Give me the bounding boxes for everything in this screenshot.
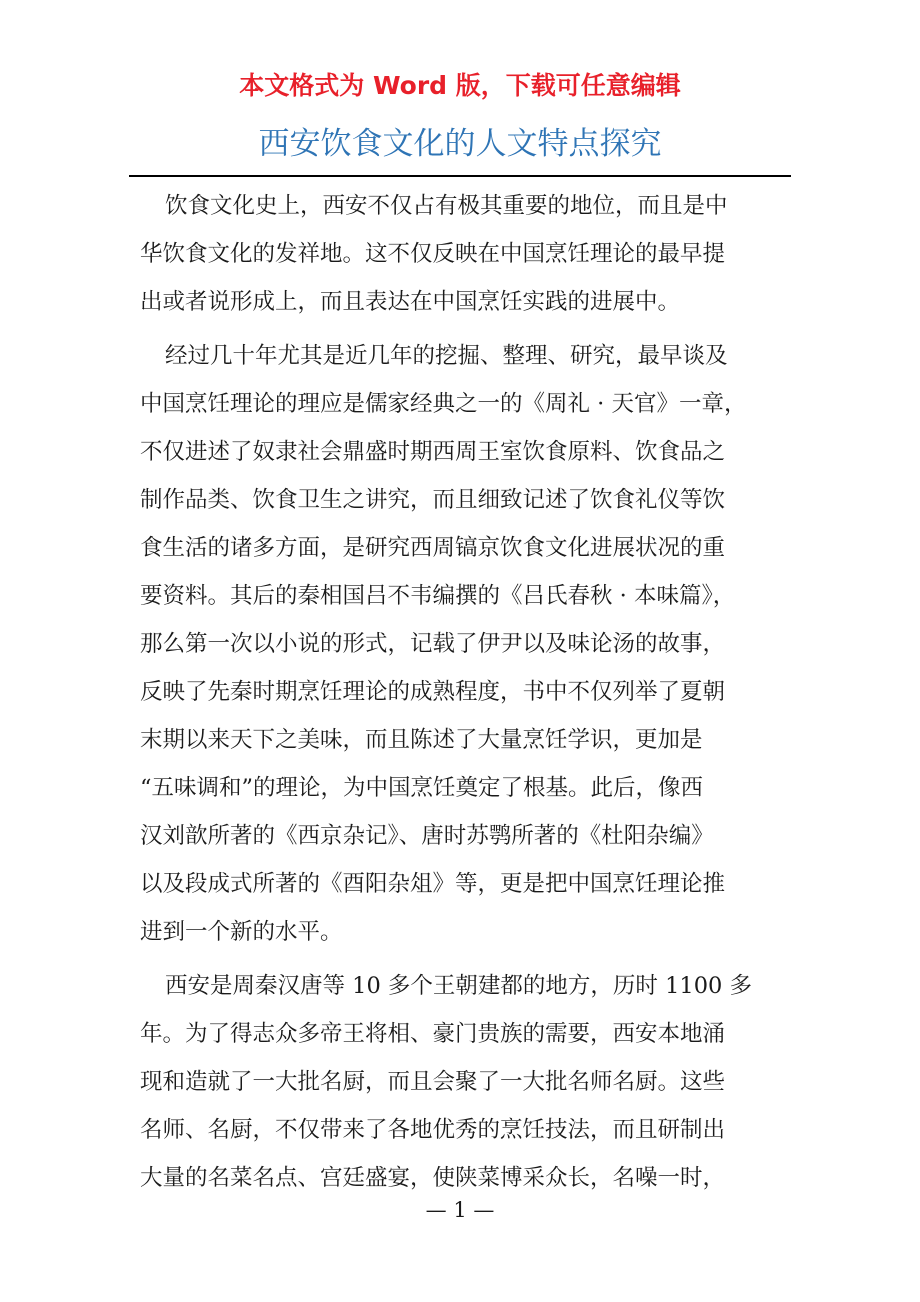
page-number: — 1 — [425, 1198, 495, 1222]
document-body [140, 182, 790, 1202]
paragraph-line: 现和造就了一大批名厨，而且会聚了一大批名师名厨。这些 [140, 1069, 726, 1095]
paragraph-line: 食生活的诸多方面，是研究西周镐京饮食文化进展状况的重 [140, 535, 726, 561]
paragraph-line: 出或者说形成上，而且表达在中国烹饪实践的进展中。 [140, 289, 681, 315]
paragraph-line: 名师、名厨，不仅带来了各地优秀的烹饪技法，而且研制出 [140, 1117, 726, 1143]
paragraph-line: 末期以来天下之美味，而且陈述了大量烹饪学识，更加是 [140, 727, 703, 753]
paragraph-line: 经过几十年尤其是近几年的挖掘、整理、研究，最早谈及 [165, 343, 728, 369]
paragraph-line: 大量的名菜名点、宫廷盛宴，使陕菜博采众长，名噪一时， [140, 1165, 726, 1191]
paragraph-line: 不仅进述了奴隶社会鼎盛时期西周王室饮食原料、饮食品之 [140, 439, 726, 465]
paragraph-line: 要资料。其后的秦相国吕不韦编撰的《吕氏春秋 · 本味篇》， [140, 583, 736, 609]
paragraph-line: 西安是周秦汉唐等 10 多个王朝建都的地方，历时 1100 多 [165, 973, 753, 999]
paragraph-line: 华饮食文化的发祥地。这不仅反映在中国烹饪理论的最早提 [140, 241, 726, 267]
paragraph-line: 制作品类、饮食卫生之讲究，而且细致记述了饮食礼仪等饮 [140, 487, 726, 513]
paragraph-line: 中国烹饪理论的理应是儒家经典之一的《周礼 · 天官》一章， [140, 391, 747, 417]
paragraph-line: 汉刘歆所著的《西京杂记》、唐时苏鹗所著的《杜阳杂编》 [140, 823, 714, 849]
editable-format-banner: 本文格式为 Word 版，下载可任意编辑 [239, 71, 681, 100]
title-divider [129, 175, 791, 177]
paragraph-line: 反映了先秦时期烹饪理论的成熟程度，书中不仅列举了夏朝 [140, 679, 726, 705]
paragraph-line: 饮食文化史上，西安不仅占有极其重要的地位，而且是中 [165, 193, 728, 219]
paragraph-line: 年。为了得志众多帝王将相、豪门贵族的需要，西安本地涌 [140, 1021, 726, 1047]
paragraph-line: 进到一个新的水平。 [140, 919, 343, 945]
paragraph-line: “五味调和”的理论，为中国烹饪奠定了根基。此后，像西 [140, 775, 704, 801]
paragraph-line: 以及段成式所著的《酉阳杂俎》等，更是把中国烹饪理论推 [140, 871, 726, 897]
document-title: 西安饮食文化的人文特点探究 [258, 126, 662, 162]
paragraph-line: 那么第一次以小说的形式，记载了伊尹以及味论汤的故事， [140, 631, 726, 657]
